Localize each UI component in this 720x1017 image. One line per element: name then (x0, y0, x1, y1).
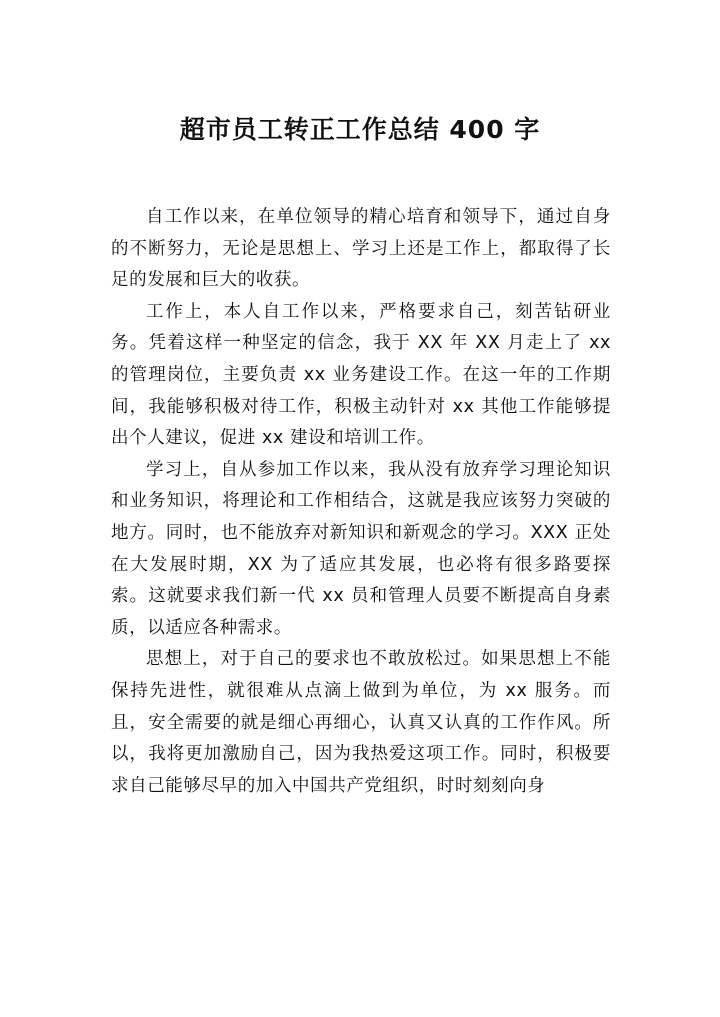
paragraph-thought: 思想上，对于自己的要求也不敢放松过。如果思想上不能保持先进性，就很难从点滴上做到为单位，为 xx 服务。而且，安全需要的就是细心再细心，认真又认真的工作作风。所以，我将更加激励自己，因为我热爱这项工作。同时，积极要求自己能够尽早的加入中国共产党组织，时时刻刻向身 (111, 649, 611, 796)
paragraph-work: 工作上，本人自工作以来，严格要求自己，刻苦钻研业务。凭着这样一种坚定的信念，我于 XX 年 XX 月走上了 xx 的管理岗位，主要负责 xx 业务建设工作。在这一年的工作期间，我能够积极对待工作，积极主动针对 xx 其他工作能够提出个人建议，促进 xx 建设和培训工作。 (111, 301, 611, 449)
paragraph-intro: 自工作以来，在单位领导的精心培育和领导下，通过自身的不断努力，无论是思想上、学习上还是工作上，都取得了长足的发展和巨大的收获。 (111, 207, 611, 291)
paragraph-study: 学习上，自从参加工作以来，我从没有放弃学习理论知识和业务知识，将理论和工作相结合，这就是我应该努力突破的地方。同时，也不能放弃对新知识和新观念的学习。XXX 正处在大发展时期，XX 为了适应其发展，也必将有很多路要探索。这就要求我们新一代 xx 员和管理人员要不断提高自身素质，以适应各种需求。 (111, 459, 611, 638)
document-body (111, 202, 611, 802)
document-title: 超市员工转正工作总结 400 字 (179, 115, 541, 144)
